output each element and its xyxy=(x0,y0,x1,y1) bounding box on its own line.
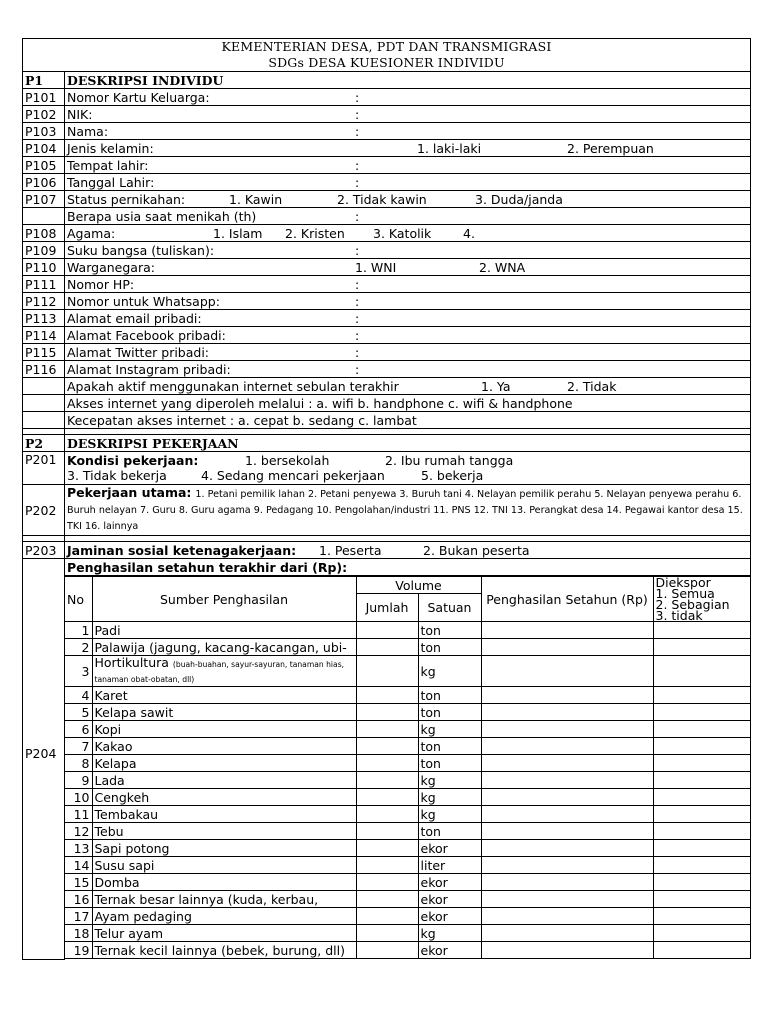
income-no: 3 xyxy=(65,656,92,687)
field-p105[interactable] xyxy=(65,157,751,174)
income-satuan: ton xyxy=(418,755,481,772)
income-penghasilan-input[interactable] xyxy=(481,908,653,925)
option-wni[interactable]: 1. WNI xyxy=(355,260,397,275)
income-ekspor-input[interactable] xyxy=(653,840,751,857)
income-source: Cengkeh xyxy=(92,789,356,806)
field-p115[interactable] xyxy=(65,344,751,361)
income-no: 14 xyxy=(65,857,92,874)
income-no: 4 xyxy=(65,687,92,704)
income-no: 6 xyxy=(65,721,92,738)
income-jumlah-input[interactable] xyxy=(356,687,418,704)
income-row xyxy=(65,874,751,891)
label-p203: Jaminan sosial ketenagakerjaan: xyxy=(67,542,297,558)
field-p114[interactable] xyxy=(65,327,751,344)
option-katolik[interactable]: 3. Katolik xyxy=(373,226,432,241)
income-penghasilan-input[interactable] xyxy=(481,789,653,806)
label-p113: Alamat email pribadi: xyxy=(67,310,202,326)
income-satuan: ekor xyxy=(418,874,481,891)
income-satuan: kg xyxy=(418,806,481,823)
income-row xyxy=(65,891,751,908)
income-source: Kakao xyxy=(92,738,356,755)
code-p110: P110 xyxy=(23,259,65,276)
income-table-cell xyxy=(65,576,751,960)
income-ekspor-input[interactable] xyxy=(653,823,751,840)
income-jumlah-input[interactable] xyxy=(356,840,418,857)
income-satuan: kg xyxy=(418,656,481,687)
field-p104[interactable] xyxy=(65,140,751,157)
colon: : xyxy=(355,311,360,326)
income-ekspor-input[interactable] xyxy=(653,687,751,704)
field-usia-menikah[interactable] xyxy=(65,208,751,225)
field-p111[interactable] xyxy=(65,276,751,293)
colon: : xyxy=(355,362,360,377)
code-p102: P102 xyxy=(23,106,65,123)
income-no: 9 xyxy=(65,772,92,789)
field-p113[interactable] xyxy=(65,310,751,327)
income-jumlah-input[interactable] xyxy=(356,823,418,840)
income-ekspor-input[interactable] xyxy=(653,721,751,738)
income-no: 17 xyxy=(65,908,92,925)
income-no: 5 xyxy=(65,704,92,721)
income-source: Telur ayam xyxy=(92,925,356,942)
income-source: Domba xyxy=(92,874,356,891)
option-bersekolah[interactable]: 1. bersekolah xyxy=(245,453,330,468)
income-row xyxy=(65,656,751,687)
income-no: 15 xyxy=(65,874,92,891)
income-row xyxy=(65,704,751,721)
income-source: Tebu xyxy=(92,823,356,840)
income-penghasilan-input[interactable] xyxy=(481,738,653,755)
label-p107: Status pernikahan: xyxy=(67,191,186,207)
code-p105: P105 xyxy=(23,157,65,174)
code-p115: P115 xyxy=(23,344,65,361)
option-wna[interactable]: 2. WNA xyxy=(479,260,526,275)
income-penghasilan-input[interactable] xyxy=(481,704,653,721)
income-satuan: ton xyxy=(418,687,481,704)
income-ekspor-input[interactable] xyxy=(653,857,751,874)
income-penghasilan-input[interactable] xyxy=(481,622,653,639)
document-title xyxy=(23,39,751,72)
field-p103[interactable] xyxy=(65,123,751,140)
income-row xyxy=(65,806,751,823)
code-p108: P108 xyxy=(23,225,65,242)
label-internet-aktif: Apakah aktif menggunakan internet sebulan terakhir xyxy=(67,378,399,394)
income-satuan: ekor xyxy=(418,891,481,908)
income-row xyxy=(65,772,751,789)
field-p102[interactable] xyxy=(65,106,751,123)
income-row xyxy=(65,721,751,738)
colon: : xyxy=(355,90,360,105)
income-source: Tembakau xyxy=(92,806,356,823)
income-no: 19 xyxy=(65,942,92,959)
income-penghasilan-input[interactable] xyxy=(481,806,653,823)
income-no: 11 xyxy=(65,806,92,823)
income-ekspor-input[interactable] xyxy=(653,908,751,925)
income-satuan: ekor xyxy=(418,840,481,857)
income-no: 8 xyxy=(65,755,92,772)
income-penghasilan-input[interactable] xyxy=(481,857,653,874)
code-p101: P101 xyxy=(23,89,65,106)
colon: : xyxy=(355,175,360,190)
code-p203: P203 xyxy=(23,542,65,559)
income-no: 10 xyxy=(65,789,92,806)
income-no: 12 xyxy=(65,823,92,840)
col-ekspor-header xyxy=(653,577,751,622)
section-code-p2: P2 xyxy=(23,435,65,452)
income-source xyxy=(92,656,356,687)
income-penghasilan-input[interactable] xyxy=(481,755,653,772)
income-row xyxy=(65,840,751,857)
income-source: Sapi potong xyxy=(92,840,356,857)
ekspor-opt1: 1. Semua xyxy=(655,586,715,601)
option-agama-4[interactable]: 4. xyxy=(463,226,475,241)
income-jumlah-input[interactable] xyxy=(356,656,418,687)
code-p109: P109 xyxy=(23,242,65,259)
label-p103: Nama: xyxy=(67,123,109,139)
income-jumlah-input[interactable] xyxy=(356,772,418,789)
income-satuan: ekor xyxy=(418,908,481,925)
income-source-label: Hortikultura xyxy=(94,655,169,670)
income-jumlah-input[interactable] xyxy=(356,721,418,738)
field-p110[interactable] xyxy=(65,259,751,276)
code-empty xyxy=(23,395,65,412)
income-satuan: kg xyxy=(418,925,481,942)
income-source: Lada xyxy=(92,772,356,789)
option-kristen[interactable]: 2. Kristen xyxy=(285,226,345,241)
label-p106: Tanggal Lahir: xyxy=(67,174,155,190)
colon: : xyxy=(355,277,360,292)
income-row xyxy=(65,908,751,925)
income-row xyxy=(65,639,751,656)
income-source: Kelapa xyxy=(92,755,356,772)
colon: : xyxy=(355,328,360,343)
col-sumber-header: Sumber Penghasilan xyxy=(92,577,356,622)
income-ekspor-input[interactable] xyxy=(653,806,751,823)
income-satuan: ton xyxy=(418,823,481,840)
colon: : xyxy=(355,345,360,360)
col-no-header: No xyxy=(65,577,92,622)
income-no: 13 xyxy=(65,840,92,857)
label-p104: Jenis kelamin: xyxy=(67,140,154,156)
income-penghasilan-input[interactable] xyxy=(481,925,653,942)
income-ekspor-input[interactable] xyxy=(653,738,751,755)
income-no: 2 xyxy=(65,639,92,656)
income-ekspor-input[interactable] xyxy=(653,622,751,639)
income-penghasilan-input[interactable] xyxy=(481,891,653,908)
colon: : xyxy=(355,209,360,224)
income-jumlah-input[interactable] xyxy=(356,639,418,656)
income-source: Ternak besar lainnya (kuda, kerbau, xyxy=(92,891,356,908)
field-p107[interactable] xyxy=(65,191,751,208)
income-satuan: kg xyxy=(418,721,481,738)
label-p111: Nomor HP: xyxy=(67,276,135,292)
field-p109[interactable] xyxy=(65,242,751,259)
code-p204: P204 xyxy=(23,576,65,960)
ekspor-opt3: 3. tidak xyxy=(655,608,703,622)
section-title-p1: DESKRIPSI INDIVIDU xyxy=(65,72,751,89)
options-p202: 1. Petani pemilik lahan 2. Petani penyewa 3. Buruh tani 4. Nelayan pemilik perahu 5. Nelayan penyewa perahu 6. Buruh nelayan 7. Guru 8. Guru agama 9. Pedagang 10. Pengolahan/industri 11. PNS 12. TNI 13. Perangkat desa 14. Pegawai kantor desa 15. TKI 16. lainnya xyxy=(67,489,743,532)
income-ekspor-input[interactable] xyxy=(653,772,751,789)
income-no: 1 xyxy=(65,622,92,639)
code-p202: P202 xyxy=(23,485,65,536)
income-jumlah-input[interactable] xyxy=(356,806,418,823)
income-satuan: kg xyxy=(418,772,481,789)
option-bekerja[interactable]: 5. bekerja xyxy=(421,468,484,483)
label-p101: Nomor Kartu Keluarga: xyxy=(67,89,210,105)
field-p203[interactable] xyxy=(65,542,751,559)
income-satuan: liter xyxy=(418,857,481,874)
income-row xyxy=(65,925,751,942)
field-p101[interactable] xyxy=(65,89,751,106)
questionnaire-title: SDGs DESA KUESIONER INDIVIDU xyxy=(268,55,505,70)
income-jumlah-input[interactable] xyxy=(356,891,418,908)
income-source: Kelapa sawit xyxy=(92,704,356,721)
option-perempuan[interactable]: 2. Perempuan xyxy=(567,141,654,156)
ministry-title: KEMENTERIAN DESA, PDT DAN TRANSMIGRASI xyxy=(221,39,552,54)
code-p116: P116 xyxy=(23,361,65,378)
code-p103: P103 xyxy=(23,123,65,140)
income-jumlah-input[interactable] xyxy=(356,908,418,925)
income-jumlah-input[interactable] xyxy=(356,942,418,959)
income-source: Susu sapi xyxy=(92,857,356,874)
ekspor-title: Diekspor xyxy=(655,576,711,590)
income-satuan: ekor xyxy=(418,942,481,959)
income-ekspor-input[interactable] xyxy=(653,874,751,891)
income-penghasilan-input[interactable] xyxy=(481,772,653,789)
col-volume-header: Volume xyxy=(356,577,481,594)
income-no: 16 xyxy=(65,891,92,908)
income-source: Ayam pedaging xyxy=(92,908,356,925)
income-ekspor-input[interactable] xyxy=(653,656,751,687)
field-kecepatan-internet[interactable]: Kecepatan akses internet : a. cepat b. sedang c. lambat xyxy=(65,412,751,429)
code-empty xyxy=(23,412,65,429)
income-ekspor-input[interactable] xyxy=(653,789,751,806)
code-empty xyxy=(23,378,65,395)
code-p106: P106 xyxy=(23,174,65,191)
option-tidak[interactable]: 2. Tidak xyxy=(567,379,617,394)
income-jumlah-input[interactable] xyxy=(356,857,418,874)
colon: : xyxy=(355,243,360,258)
colon: : xyxy=(355,294,360,309)
income-penghasilan-input[interactable] xyxy=(481,874,653,891)
code-p107: P107 xyxy=(23,191,65,208)
income-satuan: ton xyxy=(418,622,481,639)
hortikultura-note: (buah-buahan, sayur-sayuran, tanaman hias, tanaman obat-obatan, dll) xyxy=(94,660,345,684)
questionnaire-sheet xyxy=(22,38,750,960)
field-p108[interactable] xyxy=(65,225,751,242)
income-row xyxy=(65,687,751,704)
col-jumlah-header: Jumlah xyxy=(356,594,418,622)
code-p201: P201 xyxy=(23,452,65,485)
field-p112[interactable] xyxy=(65,293,751,310)
label-p114: Alamat Facebook pribadi: xyxy=(67,327,226,343)
field-p202[interactable] xyxy=(65,485,751,536)
col-penghasilan-header: Penghasilan Setahun (Rp) xyxy=(481,577,653,622)
label-usia-menikah: Berapa usia saat menikah (th) xyxy=(67,208,257,224)
label-p109: Suku bangsa (tuliskan): xyxy=(67,242,215,258)
label-p115: Alamat Twitter pribadi: xyxy=(67,344,210,360)
income-jumlah-input[interactable] xyxy=(356,925,418,942)
income-jumlah-input[interactable] xyxy=(356,704,418,721)
title-p204: Penghasilan setahun terakhir dari (Rp): xyxy=(65,559,751,576)
label-p201: Kondisi pekerjaan: xyxy=(67,453,199,468)
field-p201[interactable] xyxy=(65,452,751,485)
income-penghasilan-input[interactable] xyxy=(481,823,653,840)
income-row xyxy=(65,738,751,755)
section-code-p1: P1 xyxy=(23,72,65,89)
income-ekspor-input[interactable] xyxy=(653,942,751,959)
income-source: Kopi xyxy=(92,721,356,738)
option-islam[interactable]: 1. Islam xyxy=(213,226,263,241)
colon: : xyxy=(355,107,360,122)
code-p204-top xyxy=(23,559,65,576)
ekspor-opt2: 2. Sebagian xyxy=(655,597,730,612)
field-p106[interactable] xyxy=(65,174,751,191)
income-source: Ternak kecil lainnya (bebek, burung, dll) xyxy=(92,942,356,959)
option-ibu-rumah-tangga[interactable]: 2. Ibu rumah tangga xyxy=(385,453,514,468)
option-kawin[interactable]: 1. Kawin xyxy=(229,192,283,207)
col-satuan-header: Satuan xyxy=(418,594,481,622)
income-row xyxy=(65,857,751,874)
income-jumlah-input[interactable] xyxy=(356,738,418,755)
income-jumlah-input[interactable] xyxy=(356,789,418,806)
code-p112: P112 xyxy=(23,293,65,310)
field-akses-internet[interactable]: Akses internet yang diperoleh melalui : a. wifi b. handphone c. wifi & handphone xyxy=(65,395,751,412)
income-penghasilan-input[interactable] xyxy=(481,656,653,687)
label-p116: Alamat Instagram pribadi: xyxy=(67,361,231,377)
income-penghasilan-input[interactable] xyxy=(481,942,653,959)
income-jumlah-input[interactable] xyxy=(356,622,418,639)
option-duda-janda[interactable]: 3. Duda/janda xyxy=(475,192,563,207)
colon: : xyxy=(355,158,360,173)
code-empty xyxy=(23,208,65,225)
income-jumlah-input[interactable] xyxy=(356,755,418,772)
option-peserta[interactable]: 1. Peserta xyxy=(319,543,382,558)
label-p102: NIK: xyxy=(67,106,93,122)
code-p113: P113 xyxy=(23,310,65,327)
option-mencari-pekerjaan[interactable]: 4. Sedang mencari pekerjaan xyxy=(201,468,385,483)
label-p202: Pekerjaan utama: xyxy=(67,485,192,500)
option-tidak-kawin[interactable]: 2. Tidak kawin xyxy=(337,192,427,207)
income-source: Padi xyxy=(92,622,356,639)
questionnaire-table xyxy=(22,38,751,960)
label-p105: Tempat lahir: xyxy=(67,157,149,173)
colon: : xyxy=(355,124,360,139)
field-internet-aktif[interactable] xyxy=(65,378,751,395)
label-p110: Warganegara: xyxy=(67,259,155,275)
income-satuan: ton xyxy=(418,639,481,656)
income-row xyxy=(65,823,751,840)
income-table xyxy=(65,576,751,959)
option-tidak-bekerja[interactable]: 3. Tidak bekerja xyxy=(67,468,167,483)
income-ekspor-input[interactable] xyxy=(653,891,751,908)
income-satuan: kg xyxy=(418,789,481,806)
income-jumlah-input[interactable] xyxy=(356,874,418,891)
income-ekspor-input[interactable] xyxy=(653,925,751,942)
income-satuan: ton xyxy=(418,738,481,755)
income-no: 7 xyxy=(65,738,92,755)
income-row xyxy=(65,789,751,806)
income-penghasilan-input[interactable] xyxy=(481,721,653,738)
income-penghasilan-input[interactable] xyxy=(481,687,653,704)
income-penghasilan-input[interactable] xyxy=(481,840,653,857)
option-laki-laki[interactable]: 1. laki-laki xyxy=(417,141,482,156)
income-satuan: ton xyxy=(418,704,481,721)
label-p112: Nomor untuk Whatsapp: xyxy=(67,293,220,309)
income-source: Karet xyxy=(92,687,356,704)
code-p104: P104 xyxy=(23,140,65,157)
option-ya[interactable]: 1. Ya xyxy=(481,379,511,394)
code-p114: P114 xyxy=(23,327,65,344)
section-title-p2: DESKRIPSI PEKERJAAN xyxy=(65,435,751,452)
code-p111: P111 xyxy=(23,276,65,293)
income-row xyxy=(65,622,751,639)
option-bukan-peserta[interactable]: 2. Bukan peserta xyxy=(423,543,530,558)
income-row xyxy=(65,942,751,959)
field-p116[interactable] xyxy=(65,361,751,378)
income-ekspor-input[interactable] xyxy=(653,704,751,721)
income-source: Palawija (jagung, kacang-kacangan, ubi- xyxy=(92,639,356,656)
income-row xyxy=(65,755,751,772)
income-ekspor-input[interactable] xyxy=(653,755,751,772)
label-p108: Agama: xyxy=(67,225,116,241)
income-penghasilan-input[interactable] xyxy=(481,639,653,656)
income-ekspor-input[interactable] xyxy=(653,639,751,656)
income-no: 18 xyxy=(65,925,92,942)
